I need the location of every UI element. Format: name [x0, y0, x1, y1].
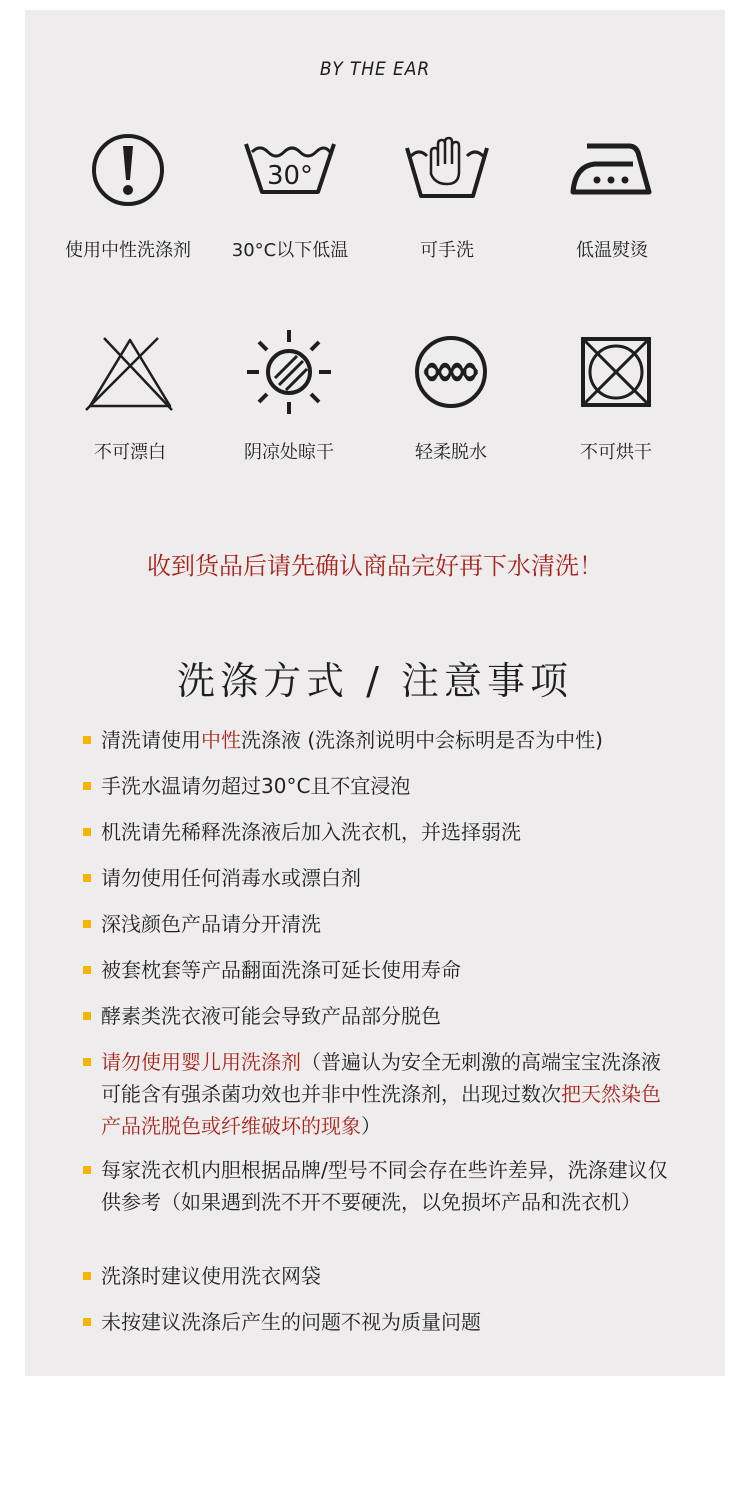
gentle-spin-icon: [411, 332, 491, 412]
symbol-label: 阴凉处晾干: [244, 442, 334, 463]
symbol-iron-low: [527, 130, 697, 262]
symbol-wash-30: [205, 130, 375, 262]
hand-wash-icon: [397, 130, 497, 210]
inspection-notice: 收到货品后请先确认商品完好再下水清洗！: [147, 552, 603, 580]
symbol-hand-wash: [362, 130, 532, 262]
list-item: 机洗请先稀释洗涤液后加入洗衣机，并选择弱洗: [83, 816, 673, 848]
bullet-icon: [83, 1012, 91, 1020]
wash-temperature: 30°: [266, 161, 314, 191]
list-item: 洗涤时建议使用洗衣网袋: [83, 1260, 673, 1292]
bullet-icon: [83, 1058, 91, 1066]
no-bleach-icon: [80, 332, 180, 412]
symbol-shade-dry: [204, 328, 374, 464]
symbol-no-bleach: [45, 332, 215, 464]
list-item: 请勿使用婴儿用洗涤剂（普遍认为安全无刺激的高端宝宝洗涤液可能含有强杀菌功效也并非中性洗涤剂，出现过数次把天然染色产品洗脱色或纤维破坏的现象）: [83, 1046, 673, 1142]
brand-logo: BY THE EAR: [319, 58, 431, 80]
symbol-label: 不可漂白: [94, 442, 166, 463]
bullet-icon: [83, 1272, 91, 1280]
list-item: 深浅颜色产品请分开清洗: [83, 908, 673, 940]
symbol-neutral-detergent: [43, 130, 213, 262]
bullet-icon: [83, 1318, 91, 1326]
symbol-label: 使用中性洗涤剂: [65, 240, 191, 261]
list-item: 被套枕套等产品翻面洗涤可延长使用寿命: [83, 954, 673, 986]
symbol-label: 可手洗: [420, 240, 474, 261]
bullet-icon: [83, 966, 91, 974]
iron-low-icon: [567, 130, 657, 210]
care-card: [25, 10, 725, 1376]
bullet-icon: [83, 782, 91, 790]
shade-dry-icon: [244, 328, 334, 416]
no-tumble-dry-icon: [576, 332, 656, 412]
list-item: 未按建议洗涤后产生的问题不视为质量问题: [83, 1306, 673, 1338]
list-item: 请勿使用任何消毒水或漂白剂: [83, 862, 673, 894]
bullet-icon: [83, 920, 91, 928]
list-item: 清洗请使用中性洗涤液 (洗涤剂说明中会标明是否为中性): [83, 724, 673, 756]
bullet-icon: [83, 874, 91, 882]
wash-30-icon: [240, 130, 340, 210]
symbol-label: 轻柔脱水: [415, 442, 487, 463]
list-item: 酵素类洗衣液可能会导致产品部分脱色: [83, 1000, 673, 1032]
bullet-icon: [83, 828, 91, 836]
bullet-icon: [83, 1166, 91, 1174]
symbol-label: 30°C以下低温: [231, 240, 349, 261]
section-title: 洗涤方式 / 注意事项: [177, 659, 573, 703]
symbol-gentle-spin: [366, 332, 536, 464]
bullet-icon: [83, 736, 91, 744]
symbol-label: 不可烘干: [580, 442, 652, 463]
symbol-label: 低温熨烫: [576, 240, 648, 261]
list-item: 手洗水温请勿超过30°C且不宜浸泡: [83, 770, 673, 802]
symbol-no-tumble-dry: [531, 332, 701, 464]
exclamation-circle-icon: [88, 130, 168, 210]
list-item: 每家洗衣机内胆根据品牌/型号不同会存在些许差异，洗涤建议仅供参考（如果遇到洗不开不要硬洗，以免损坏产品和洗衣机）: [83, 1154, 673, 1218]
